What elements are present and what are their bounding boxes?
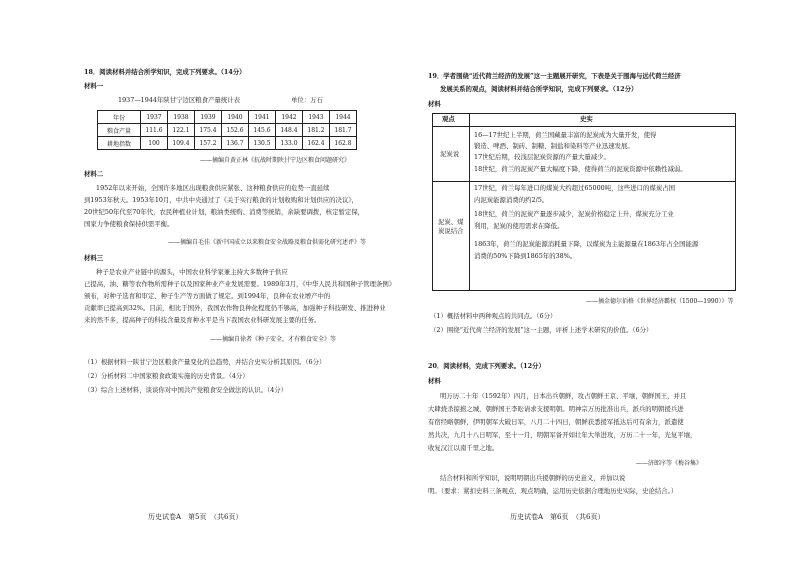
q19-source: ——摘金德尔佰格《世界经济霸权（1500—1990）》等 [586, 298, 734, 305]
table-header-cell: 1941 [249, 111, 276, 124]
table-header-row [98, 111, 357, 124]
table-cell: 耕地指数 [98, 137, 141, 150]
view-peat-coal: 泥炭、煤炭说结合 [438, 218, 464, 235]
q18-material2-source: ——摘编自毛佳《新中国成立以来粮食安全战略及粮食供需化研究述评》等 [168, 239, 367, 246]
fact-line: 1863年，荷兰的泥炭能源消耗量下降，以煤炭为主能源量在1863年占全国能源 [474, 240, 699, 248]
table-cell: 148.4 [276, 124, 303, 137]
table-header-cell: 1943 [303, 111, 330, 124]
q18-table-caption: 1937—1944年陕甘宁边区粮食产量统计表 [118, 96, 240, 104]
q18-material3-line: 颁布，对种子选育和审定、种子生产等方面做了规定。到1994年，良种在农业增产中的 [84, 292, 331, 300]
table-cell: 181.7 [330, 124, 357, 137]
q20-line: 有宿经略朝鲜，伊明朝军大破日军，八月二十四日，朝鲜获悉援军抵达后可有余力，派遣使 [428, 418, 684, 426]
table-cell: 122.1 [168, 124, 195, 137]
table-header-cell: 1940 [222, 111, 249, 124]
grain-production-table [97, 110, 357, 150]
fact-line: 内泥炭能源消费的约2/5。 [474, 196, 549, 204]
table-header-cell: 1939 [195, 111, 222, 124]
fact-line: 17世纪后期，较浅层泥炭资源的产量大量减少。 [474, 153, 610, 161]
q18-material2-line: 1952年以来开始，全国许多地区出现粮食供应紧张、这种粮食供应的危势一直延续 [96, 184, 330, 192]
q18-material3-line: 贡献率已提高到32%。目前，相比于国外，我国农作物良种化程度仍不够高，加强种子科技研发、推进种业 [84, 304, 386, 312]
q18-material2-line: 国家力争使粮食保持供需平衡。 [84, 220, 174, 228]
table-cell: 粮食产量 [98, 124, 141, 137]
q18-material1-label: 材料一 [84, 82, 104, 90]
q18-material3-source: ——摘编自徐者《种子安全，才有粮食安全》等 [210, 336, 337, 343]
q19-material-label: 材料 [428, 100, 441, 108]
table-cell: 162.4 [303, 137, 330, 150]
table-col-fact: 史实 [580, 115, 593, 123]
fact-line: 利用，泥炭的使用需求在降低。 [474, 222, 564, 230]
q18-question-3: （3）综合上述材料，谈谈你对中国共产党粮食安全做法的认识。（4分） [84, 386, 288, 394]
table-cell: 145.6 [249, 124, 276, 137]
fact-line: 16—17世纪上半期，荷兰国藏量丰富的泥炭成为大量开发，使得 [474, 131, 657, 139]
table-cell: 175.4 [195, 124, 222, 137]
table-cell: 100 [141, 137, 168, 150]
q19-title-line: 发展关系的观点，阅读材料并结合所学知识，完成下列要求。（12分） [440, 85, 638, 93]
table-cell: 162.8 [330, 137, 357, 150]
table-cell: 152.6 [222, 124, 249, 137]
right-page-footer: 历史试卷A 第6页 （共6页） [510, 513, 605, 521]
table-col-view: 观点 [442, 115, 455, 123]
table-cell: 130.5 [249, 137, 276, 150]
q19-title-line: 19．学者围绕“近代荷兰经济的发展”这一主题展开研究，下表是关于围海与远代荷兰经济 [428, 72, 681, 80]
q18-material2-line: 到1953年秋天。1953年10月，中共中央通过了《关于实行粮食的计划收购和计划供应的决议》， [84, 196, 358, 204]
fact-line: 18世纪，荷兰的泥炭产量大幅度下降，使得荷兰的泥炭资源中依赖性减弱。 [474, 165, 687, 173]
q18-table-unit: 单位：万石 [291, 96, 323, 104]
table-cell: 111.6 [141, 124, 168, 137]
q18-question-1: （1）根据材料一陕甘宁边区粮食产量变化的总趋势，并结合史实分析其原因。（6分） [84, 358, 326, 366]
table-header-cell: 年份 [98, 111, 141, 124]
fact-line: 18世纪，荷兰的泥炭产量逐步减少，泥炭价格稳定上升，煤炭充分工业 [474, 210, 674, 218]
left-page-footer: 历史试卷A 第5页 （共6页） [148, 513, 243, 521]
q20-line: 然共决，九月十八日明军，至十一月，明朝军备开如壮年大举进攻，万历二十一年，光复平壤， [428, 431, 697, 439]
table-row [98, 137, 357, 150]
q18-material2-label: 材料二 [84, 170, 104, 178]
q18-material3-label: 材料三 [84, 254, 104, 262]
table-row [98, 124, 357, 137]
q18-question-2: （2）分析材料二中国家粮食政策实施的历史背景。（4分） [84, 372, 249, 380]
fact-line: 消费的50%下降到1865年的38%。 [474, 252, 577, 260]
table-header-cell: 1942 [276, 111, 303, 124]
q18-material2-line: 20世纪50年代至70年代，农民种植业计划，粮油类统购、消费等统销，余缺要调拨，核定暂定保， [84, 208, 365, 216]
q20-question-line: 明。（要求：紧扣史料三条观点，观点明确，运用历史依据合理地历史实际，史论结合。） [428, 487, 678, 495]
q18-material3-line: 来的然不多，提高种子的科技含量及育种水平是当下我国农业科研发展主要的任务。 [84, 316, 321, 324]
table-cell: 157.2 [195, 137, 222, 150]
table-header-cell: 1938 [168, 111, 195, 124]
q18-title: 18．阅读材料并结合所学知识，完成下列要求。（14分） [84, 68, 246, 76]
table-header-cell: 1937 [141, 111, 168, 124]
q20-material-label: 材料 [428, 377, 441, 385]
q20-line: 收复汉江以南千里之地。 [428, 444, 499, 452]
fact-line: 锻造、啤酒、制砖、制糖、制盐和染料等产业迅速发展。 [474, 142, 634, 150]
q20-source: ——济郎序等《梅谷集》 [636, 460, 703, 467]
table-cell: 109.4 [168, 137, 195, 150]
q20-line: 大肆烧杀掠掳之城，朝鲜国王李昖请求支援明朝。明神宗万历批准出兵，派兵的明朝援兵进 [428, 405, 684, 413]
q20-title: 20．阅读材料，完成下列要求。（12分） [428, 362, 545, 370]
q19-question-1: （1）概括材料中两种观点的共同点。（6分） [430, 312, 557, 320]
table-cell: 181.2 [303, 124, 330, 137]
q18-material3-line: 种子是农业产业链中的源头，中国农业科学家兼主持大多数种子供应 [96, 268, 288, 276]
table-cell: 136.7 [222, 137, 249, 150]
q18-material3-line: 已提高，油、糖等农作物所需种子以及国家种业产业发展需要。1989年3月，《中华人民共和国种子管理条例》 [84, 280, 396, 288]
q20-line: 明万历二十年（1592年）四月，日本出兵朝鲜，攻占朝鲜王京、平壤，朝鲜国王，并且 [440, 392, 687, 400]
table-cell: 133.0 [276, 137, 303, 150]
fact-line: 17世纪，荷兰每年进口的煤炭大约超过65000吨，这些进口的煤炭占国 [474, 184, 676, 192]
view-peat: 泥炭说 [440, 150, 460, 158]
q18-material1-source: ——摘编自黄正林《抗战时期陕甘宁边区粮食问题研究》 [200, 157, 351, 164]
q20-question-line: 结合材料和所学知识，说明明朝出兵援朝鲜的历史意义，并加以说 [440, 474, 626, 482]
q19-question-2: （2）围绕“近代荷兰经济的发展”这一主题，评析上述学术研究的价值。（6分） [430, 326, 653, 334]
table-header-cell: 1944 [330, 111, 357, 124]
